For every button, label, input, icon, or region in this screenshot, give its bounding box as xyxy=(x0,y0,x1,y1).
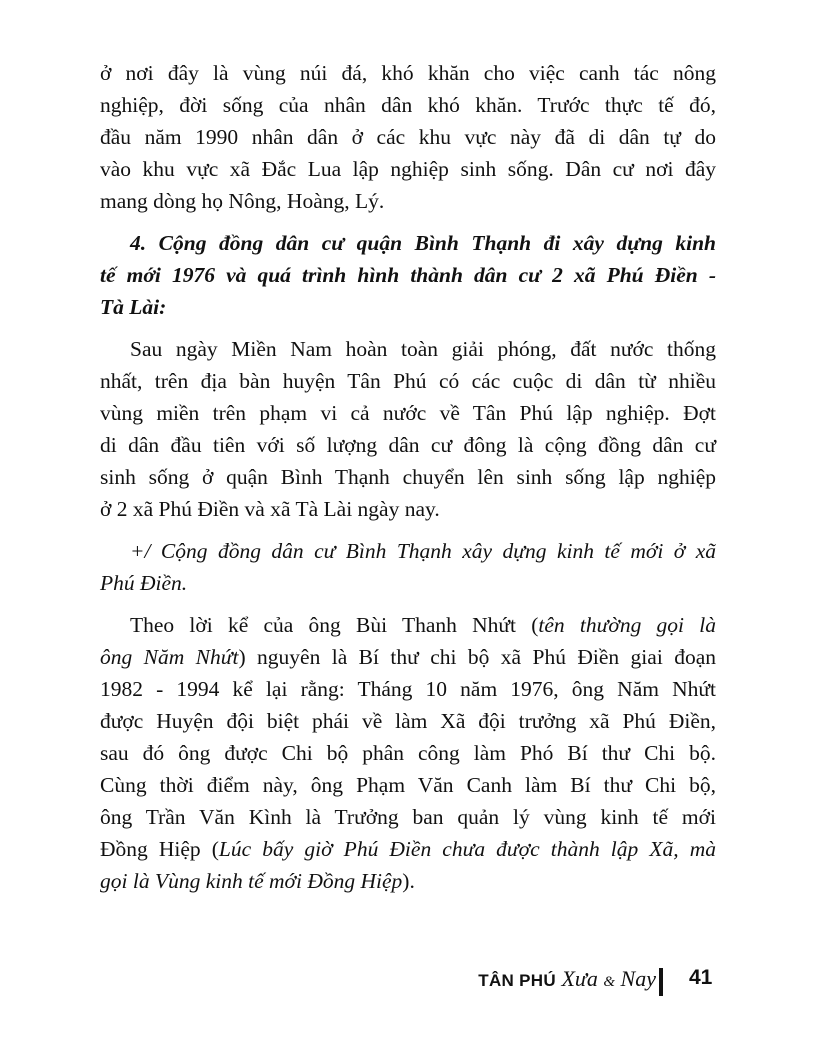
italic-run: gọi là Vùng kinh tế mới Đồng Hiệp xyxy=(100,869,403,893)
text-line: sinh sống ở quận Bình Thạnh chuyển lên sinh sống lập nghiệp xyxy=(100,465,716,489)
spacer xyxy=(100,217,716,227)
italic-run: Lúc bấy giờ Phú Điền chưa được thành lập Xã, mà xyxy=(218,837,716,861)
book-title-caps: TÂN PHÚ xyxy=(478,971,556,990)
text-line: vào khu vực xã Đắc Lua lập nghiệp sinh sống. Dân cư nơi đây xyxy=(100,157,716,181)
paragraph-testimony xyxy=(100,609,716,897)
italic-run: tên thường gọi là xyxy=(538,613,716,637)
text-line xyxy=(100,641,716,673)
text-run: Đồng Hiệp ( xyxy=(100,837,219,861)
text-line xyxy=(100,609,716,641)
page-body xyxy=(100,57,716,897)
spacer xyxy=(100,525,716,535)
text-line: Sau ngày Miền Nam hoàn toàn giải phóng, đất nước thống xyxy=(130,337,716,361)
text-line: ở nơi đây là vùng núi đá, khó khăn cho việc canh tác nông xyxy=(100,61,716,85)
subheading-line: Phú Điền. xyxy=(100,571,188,595)
heading-line: 4. Cộng đồng dân cư quận Bình Thạnh đi xây dựng kinh xyxy=(130,231,716,255)
text-line xyxy=(100,865,716,897)
text-line: nghiệp, đời sống của nhân dân khó khăn. Trước thực tế đó, xyxy=(100,93,716,117)
heading-line: tế mới 1976 và quá trình hình thành dân cư 2 xã Phú Điền - xyxy=(100,263,716,287)
page-footer xyxy=(0,962,816,1002)
spacer xyxy=(100,599,716,609)
text-line: đầu năm 1990 nhân dân ở các khu vực này đã di dân tự do xyxy=(100,125,716,149)
text-line: 1982 - 1994 kể lại rằng: Tháng 10 năm 1976, ông Năm Nhứt xyxy=(100,677,716,701)
text-line xyxy=(100,833,716,865)
section-heading xyxy=(100,227,716,323)
text-line: được Huyện đội biệt phái về làm Xã đội trưởng xã Phú Điền, xyxy=(100,709,716,733)
italic-run: ông Năm Nhứt xyxy=(100,645,239,669)
footer-divider xyxy=(659,968,663,996)
paragraph-liberation xyxy=(100,333,716,525)
book-title-word: Nay xyxy=(620,966,656,991)
running-title xyxy=(478,966,656,992)
text-line: ở 2 xã Phú Điền và xã Tà Lài ngày nay. xyxy=(100,497,440,521)
text-line: ông Trần Văn Kình là Trưởng ban quản lý vùng kinh tế mới xyxy=(100,805,716,829)
text-line: sau đó ông được Chi bộ phân công làm Phó Bí thư Chi bộ. xyxy=(100,741,716,765)
subsection-heading xyxy=(100,535,716,599)
text-run: Theo lời kể của ông Bùi Thanh Nhứt ( xyxy=(130,613,539,637)
text-line: di dân đầu tiên với số lượng dân cư đông là cộng đồng dân cư xyxy=(100,433,716,457)
text-line: mang dòng họ Nông, Hoàng, Lý. xyxy=(100,189,385,213)
paragraph-intro xyxy=(100,57,716,217)
book-title-ampersand: & xyxy=(603,974,616,990)
text-line: nhất, trên địa bàn huyện Tân Phú có các cuộc di dân từ nhiều xyxy=(100,369,716,393)
text-line: vùng miền trên phạm vi cả nước về Tân Phú lập nghiệp. Đợt xyxy=(100,401,716,425)
page-number: 41 xyxy=(689,966,713,989)
book-title-word: Xưa xyxy=(561,966,598,991)
text-run: ). xyxy=(402,869,415,893)
text-line: Cùng thời điểm này, ông Phạm Văn Canh làm Bí thư Chi bộ, xyxy=(100,773,716,797)
spacer xyxy=(100,323,716,333)
text-run: ) nguyên là Bí thư chi bộ xã Phú Điền giai đoạn xyxy=(238,645,716,669)
heading-line: Tà Lài: xyxy=(100,295,167,319)
subheading-line: +/ Cộng đồng dân cư Bình Thạnh xây dựng kinh tế mới ở xã xyxy=(130,539,716,563)
